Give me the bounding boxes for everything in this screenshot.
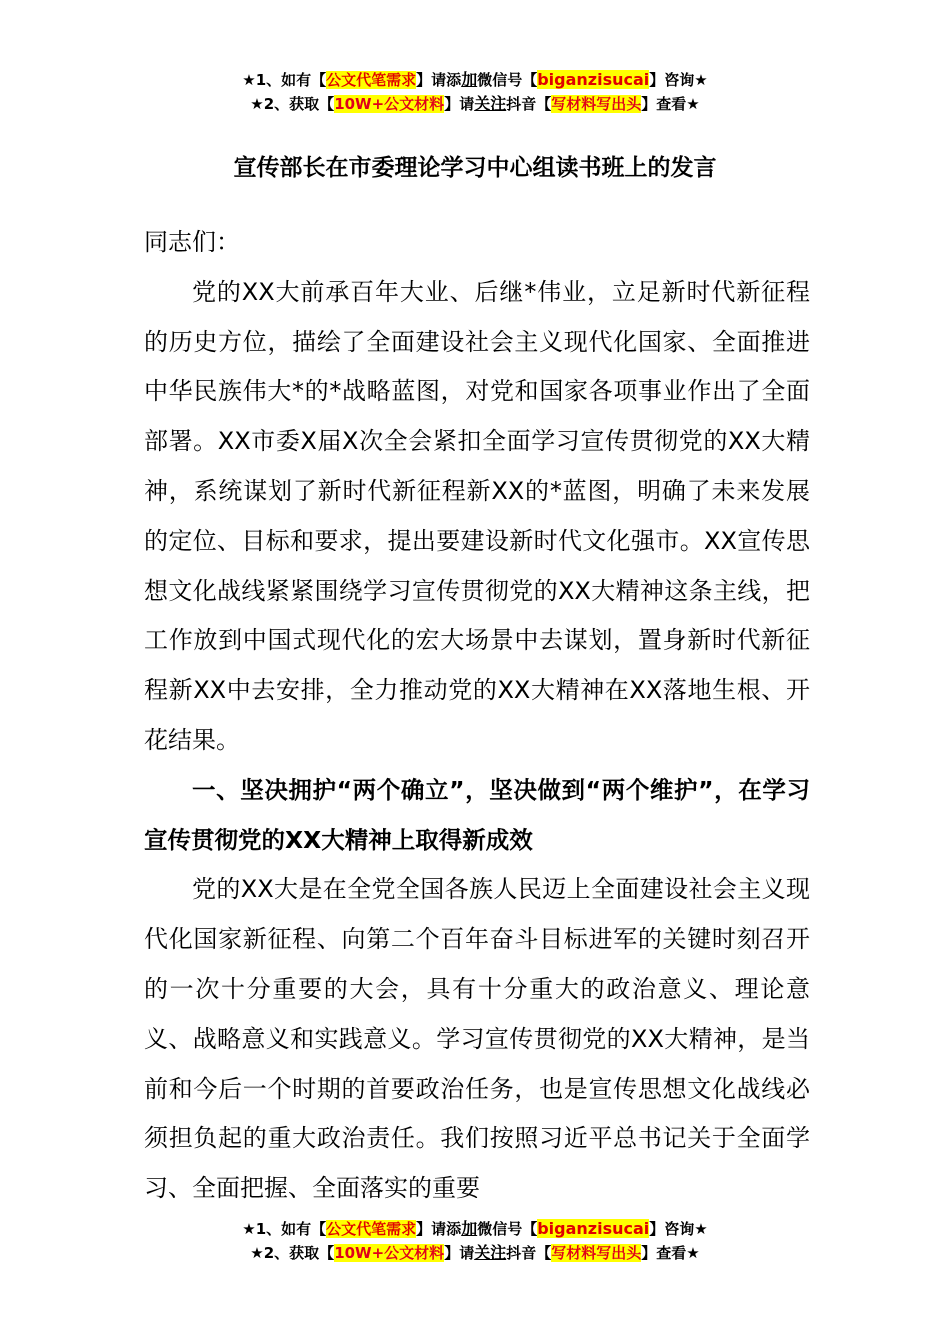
banner-text: 抖音【 <box>506 1244 552 1262</box>
banner-text: 微信号【 <box>477 1220 538 1238</box>
banner-highlight: 写材料写出头 <box>551 1244 642 1262</box>
banner-text: 】咨询★ <box>649 71 708 89</box>
banner-highlight: 10W+公文材料 <box>334 95 445 113</box>
banner-wechat-id: biganzisucai <box>537 1219 650 1238</box>
banner-wechat-id: biganzisucai <box>537 70 650 89</box>
document-body <box>144 218 810 1214</box>
banner-text: ★1、如有【 <box>242 71 327 89</box>
banner-text: 】咨询★ <box>649 1220 708 1238</box>
banner-highlight: 写材料写出头 <box>551 95 642 113</box>
banner-text: 】请 <box>444 95 475 113</box>
banner-highlight: 公文代笔需求 <box>326 71 417 89</box>
banner-line-2 <box>0 1241 950 1265</box>
section-heading-1: 一、坚决拥护“两个确立”，坚决做到“两个维护”，在学习宣传贯彻党的XX大精神上取得新成效 <box>144 775 810 854</box>
banner-underlined-text: 加 <box>461 70 478 89</box>
banner-text: 】查看★ <box>641 1244 700 1262</box>
banner-text: 】请 <box>444 1244 475 1262</box>
banner-text: ★1、如有【 <box>242 1220 327 1238</box>
header-banner <box>0 68 950 116</box>
document-title: 宣传部长在市委理论学习中心组读书班上的发言 <box>233 155 717 181</box>
banner-text: ★2、获取【 <box>250 1244 335 1262</box>
banner-underlined-text: 关注 <box>474 94 507 113</box>
salutation: 同志们： <box>144 228 240 256</box>
banner-text: 抖音【 <box>506 95 552 113</box>
banner-text: 】请添 <box>416 71 462 89</box>
paragraph-2: 党的XX大是在全党全国各族人民迈上全面建设社会主义现代化国家新征程、向第二个百年奋斗目标进军的关键时刻召开的一次十分重要的大会，具有十分重大的政治意义、理论意义、战略意义和实践意义。学习宣传贯彻党的XX大精神，是当前和今后一个时期的首要政治任务，也是宣传思想文化战线必须担负起的重大政治责任。我们按照习近平总书记关于全面学习、全面把握、全面落实的重要 <box>144 875 810 1203</box>
banner-text: 】查看★ <box>641 95 700 113</box>
banner-line-2 <box>0 92 950 116</box>
banner-text: ★2、获取【 <box>250 95 335 113</box>
banner-underlined-text: 关注 <box>474 1243 507 1262</box>
banner-underlined-text: 加 <box>461 1219 478 1238</box>
footer-banner <box>0 1217 950 1265</box>
banner-text: 微信号【 <box>477 71 538 89</box>
banner-line-1 <box>0 1217 950 1241</box>
banner-text: 】请添 <box>416 1220 462 1238</box>
banner-highlight: 10W+公文材料 <box>334 1244 445 1262</box>
banner-line-1 <box>0 68 950 92</box>
paragraph-1: 党的XX大前承百年大业、后继*伟业，立足新时代新征程的历史方位，描绘了全面建设社会主义现代化国家、全面推进中华民族伟大*的*战略蓝图，对党和国家各项事业作出了全面部署。XX市委X届X次全会紧扣全面学习宣传贯彻党的XX大精神，系统谋划了新时代新征程新XX的*蓝图，明确了未来发展的定位、目标和要求，提出要建设新时代文化强市。XX宣传思想文化战线紧紧围绕学习宣传贯彻党的XX大精神这条主线，把工作放到中国式现代化的宏大场景中去谋划，置身新时代新征程新XX中去安排，全力推动党的XX大精神在XX落地生根、开花结果。 <box>144 277 810 754</box>
banner-highlight: 公文代笔需求 <box>326 1220 417 1238</box>
